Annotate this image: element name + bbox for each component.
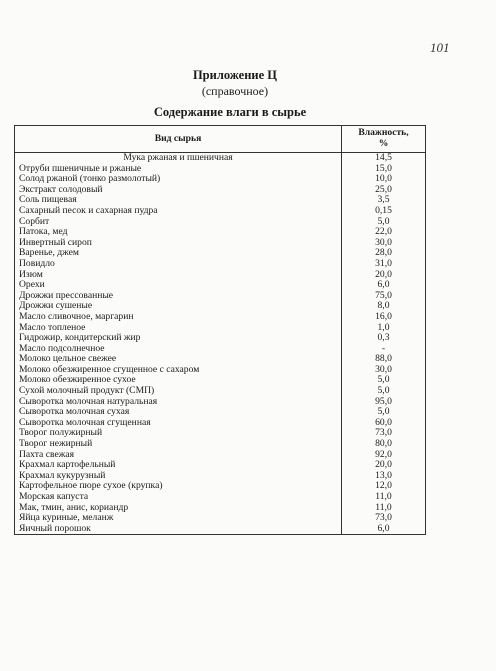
table-row: [15, 270, 426, 281]
moisture-value: 1,0: [342, 323, 426, 334]
table-row: [15, 153, 426, 164]
header-moisture-line2: %: [378, 138, 389, 149]
moisture-value: 10,0: [342, 174, 426, 185]
material-name: Дрожжи прессованные: [15, 291, 342, 302]
table-header-row: [15, 126, 426, 153]
moisture-value: 75,0: [342, 291, 426, 302]
table-row: [15, 259, 426, 270]
moisture-value: 80,0: [342, 439, 426, 450]
moisture-value: 25,0: [342, 185, 426, 196]
material-name: Масло подсолнечное: [15, 344, 342, 355]
moisture-value: 16,0: [342, 312, 426, 323]
moisture-value: 20,0: [342, 460, 426, 471]
appendix-title: Приложение Ц: [192, 68, 278, 82]
moisture-table: [14, 125, 426, 535]
material-name: Варенье, джем: [15, 248, 342, 259]
material-name: Сыворотка молочная сгущенная: [15, 418, 342, 429]
moisture-value: 22,0: [342, 227, 426, 238]
moisture-value: 92,0: [342, 450, 426, 461]
moisture-value: -: [342, 344, 426, 355]
moisture-value: 14,5: [342, 153, 426, 164]
header-moisture: [342, 126, 426, 153]
moisture-value: 11,0: [342, 503, 426, 514]
material-name: Сыворотка молочная сухая: [15, 407, 342, 418]
table-row: [15, 439, 426, 450]
material-name: Экстракт солодовый: [15, 185, 342, 196]
moisture-value: 0,3: [342, 333, 426, 344]
material-name: Мак, тмин, анис, кориандр: [15, 503, 342, 514]
material-name: Соль пищевая: [15, 195, 342, 206]
material-name: Яйца куриные, меланж: [15, 513, 342, 524]
moisture-value: 15,0: [342, 164, 426, 175]
table-row: [15, 524, 426, 535]
material-name: Сахарный песок и сахарная пудра: [15, 206, 342, 217]
material-name: Патока, мед: [15, 227, 342, 238]
moisture-value: 88,0: [342, 354, 426, 365]
moisture-value: 5,0: [342, 386, 426, 397]
moisture-value: 20,0: [342, 270, 426, 281]
material-name: Масло сливочное, маргарин: [15, 312, 342, 323]
moisture-value: 28,0: [342, 248, 426, 259]
material-name: Масло топленое: [15, 323, 342, 334]
moisture-value: 8,0: [342, 301, 426, 312]
table-row: [15, 312, 426, 323]
moisture-value: 73,0: [342, 513, 426, 524]
moisture-value: 6,0: [342, 524, 426, 535]
header-moisture-line1: Влажность,: [358, 127, 409, 139]
material-name: Молоко обезжиренное сухое: [15, 375, 342, 386]
moisture-value: 5,0: [342, 375, 426, 386]
header-material: [15, 126, 342, 153]
moisture-value: 11,0: [342, 492, 426, 503]
material-name: Гидрожир, кондитерский жир: [15, 333, 342, 344]
page-number: 101: [430, 40, 450, 55]
material-name: Яичный порошок: [15, 524, 342, 535]
material-name: Изюм: [15, 270, 342, 281]
material-name: Инвертный сироп: [15, 238, 342, 249]
material-name: Пахта свежая: [15, 450, 342, 461]
material-name: Солод ржаной (тонко размолотый): [15, 174, 342, 185]
material-name: Сорбит: [15, 217, 342, 228]
moisture-value: 30,0: [342, 238, 426, 249]
header-material-label: Вид сырья: [154, 132, 202, 144]
moisture-value: 5,0: [342, 217, 426, 228]
table-title: Содержание влаги в сырье: [153, 105, 307, 119]
table-body: [15, 153, 426, 535]
material-name: Молоко обезжиренное сгущенное с сахаром: [15, 365, 342, 376]
moisture-value: 73,0: [342, 428, 426, 439]
table-row: [15, 492, 426, 503]
material-name: Творог полужирный: [15, 428, 342, 439]
moisture-value: 30,0: [342, 365, 426, 376]
table-row: [15, 206, 426, 217]
material-name: Молоко цельное свежее: [15, 354, 342, 365]
moisture-value: 0,15: [342, 206, 426, 217]
material-name: Орехи: [15, 280, 342, 291]
appendix-subtitle: (справочное): [201, 84, 269, 98]
moisture-value: 60,0: [342, 418, 426, 429]
moisture-value: 31,0: [342, 259, 426, 270]
material-name: Картофельное пюре сухое (крупка): [15, 481, 342, 492]
moisture-value: 95,0: [342, 397, 426, 408]
material-name: Крахмал картофельный: [15, 460, 342, 471]
table-row: [15, 217, 426, 228]
moisture-value: 5,0: [342, 407, 426, 418]
moisture-value: 3,5: [342, 195, 426, 206]
table-row: [15, 248, 426, 259]
moisture-value: 12,0: [342, 481, 426, 492]
material-name: Морская капуста: [15, 492, 342, 503]
material-name: Дрожжи сушеные: [15, 301, 342, 312]
material-name: Повидло: [15, 259, 342, 270]
material-name: Сыворотка молочная натуральная: [15, 397, 342, 408]
material-name: Творог нежирный: [15, 439, 342, 450]
material-name: Мука ржаная и пшеничная: [15, 153, 342, 164]
material-name: Отруби пшеничные и ржаные: [15, 164, 342, 175]
moisture-value: 13,0: [342, 471, 426, 482]
moisture-value: 6,0: [342, 280, 426, 291]
material-name: Крахмал кукурузный: [15, 471, 342, 482]
material-name: Сухой молочный продукт (СМП): [15, 386, 342, 397]
